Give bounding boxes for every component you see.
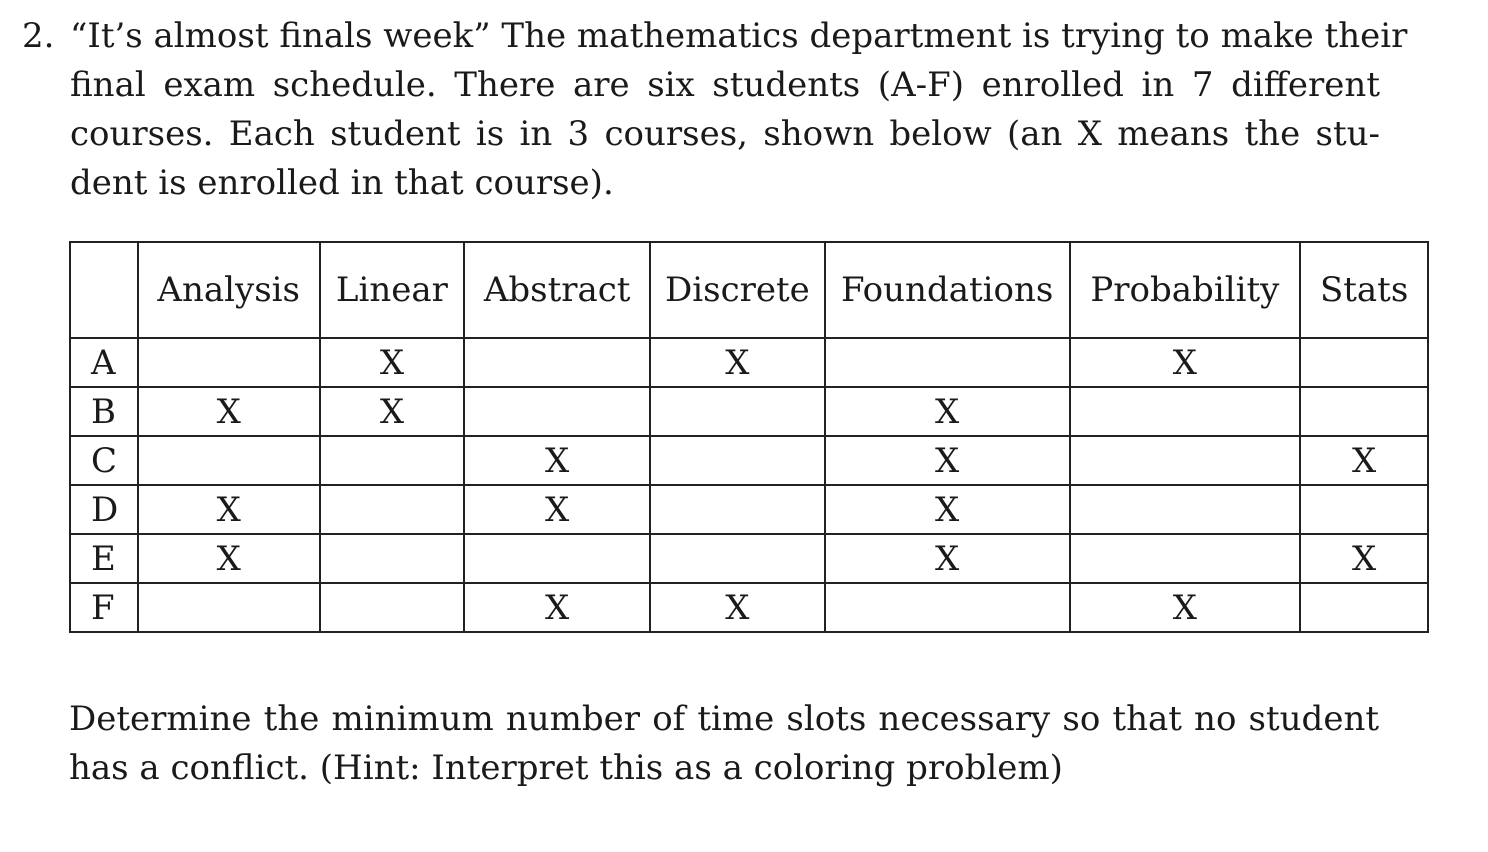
table-row (70, 338, 1428, 387)
student-label: D (70, 485, 138, 534)
table-cell (825, 338, 1070, 387)
column-header-foundations: Foundations (825, 242, 1070, 338)
table-cell: X (825, 534, 1070, 583)
table-cell (1300, 338, 1428, 387)
student-label: B (70, 387, 138, 436)
table-cell: X (138, 485, 320, 534)
problem-line: “It’s almost finals week” The mathematics department is trying to make their (70, 16, 1408, 56)
table-cell (464, 338, 650, 387)
column-header-analysis: Analysis (138, 242, 320, 338)
table-cell (464, 387, 650, 436)
table-cell: X (650, 583, 825, 632)
table-cell (320, 534, 465, 583)
column-header-blank (70, 242, 138, 338)
table-cell (138, 338, 320, 387)
problem-line: dent is enrolled in that course). (70, 163, 614, 203)
table-cell: X (825, 387, 1070, 436)
table-cell (1070, 485, 1301, 534)
table-cell (825, 583, 1070, 632)
table-cell: X (1070, 338, 1301, 387)
table-cell: X (1300, 436, 1428, 485)
table-cell (650, 485, 825, 534)
column-header-discrete: Discrete (650, 242, 825, 338)
column-header-probability: Probability (1070, 242, 1301, 338)
problem-line: courses. Each student is in 3 courses, shown below (an X means the stu- (70, 114, 1380, 154)
question-text (69, 695, 1379, 793)
table-row (70, 534, 1428, 583)
table-cell (138, 583, 320, 632)
table-cell: X (138, 387, 320, 436)
table-cell (1070, 534, 1301, 583)
table-cell (1300, 485, 1428, 534)
table-cell (1070, 387, 1301, 436)
table-cell (464, 534, 650, 583)
table-header-row (70, 242, 1428, 338)
table-row (70, 583, 1428, 632)
column-header-stats: Stats (1300, 242, 1428, 338)
table-cell: X (825, 485, 1070, 534)
table-row (70, 485, 1428, 534)
table-cell: X (320, 387, 465, 436)
table-cell: X (825, 436, 1070, 485)
student-label: A (70, 338, 138, 387)
table-row (70, 436, 1428, 485)
student-label: C (70, 436, 138, 485)
table-cell (650, 534, 825, 583)
table-cell (1300, 387, 1428, 436)
student-label: F (70, 583, 138, 632)
table-cell: X (1070, 583, 1301, 632)
table-cell: X (320, 338, 465, 387)
enrollment-table (69, 241, 1429, 633)
table-cell: X (138, 534, 320, 583)
table-cell (320, 436, 465, 485)
table-cell (320, 583, 465, 632)
question-line: has a conflict. (Hint: Interpret this as a coloring problem) (69, 748, 1063, 788)
column-header-linear: Linear (320, 242, 465, 338)
table-cell: X (464, 485, 650, 534)
table-cell: X (464, 436, 650, 485)
table-cell: X (650, 338, 825, 387)
table-cell: X (464, 583, 650, 632)
student-label: E (70, 534, 138, 583)
table-cell (1300, 583, 1428, 632)
table-cell: X (1300, 534, 1428, 583)
problem-number: 2. (22, 16, 55, 56)
table-row (70, 387, 1428, 436)
column-header-abstract: Abstract (464, 242, 650, 338)
table-cell (650, 436, 825, 485)
problem-text (70, 12, 1408, 208)
table-cell (650, 387, 825, 436)
question-line: Determine the minimum number of time slots necessary so that no student (69, 699, 1379, 739)
table-cell (320, 485, 465, 534)
table-cell (138, 436, 320, 485)
problem-line: final exam schedule. There are six students (A-F) enrolled in 7 different (70, 65, 1380, 105)
table-cell (1070, 436, 1301, 485)
